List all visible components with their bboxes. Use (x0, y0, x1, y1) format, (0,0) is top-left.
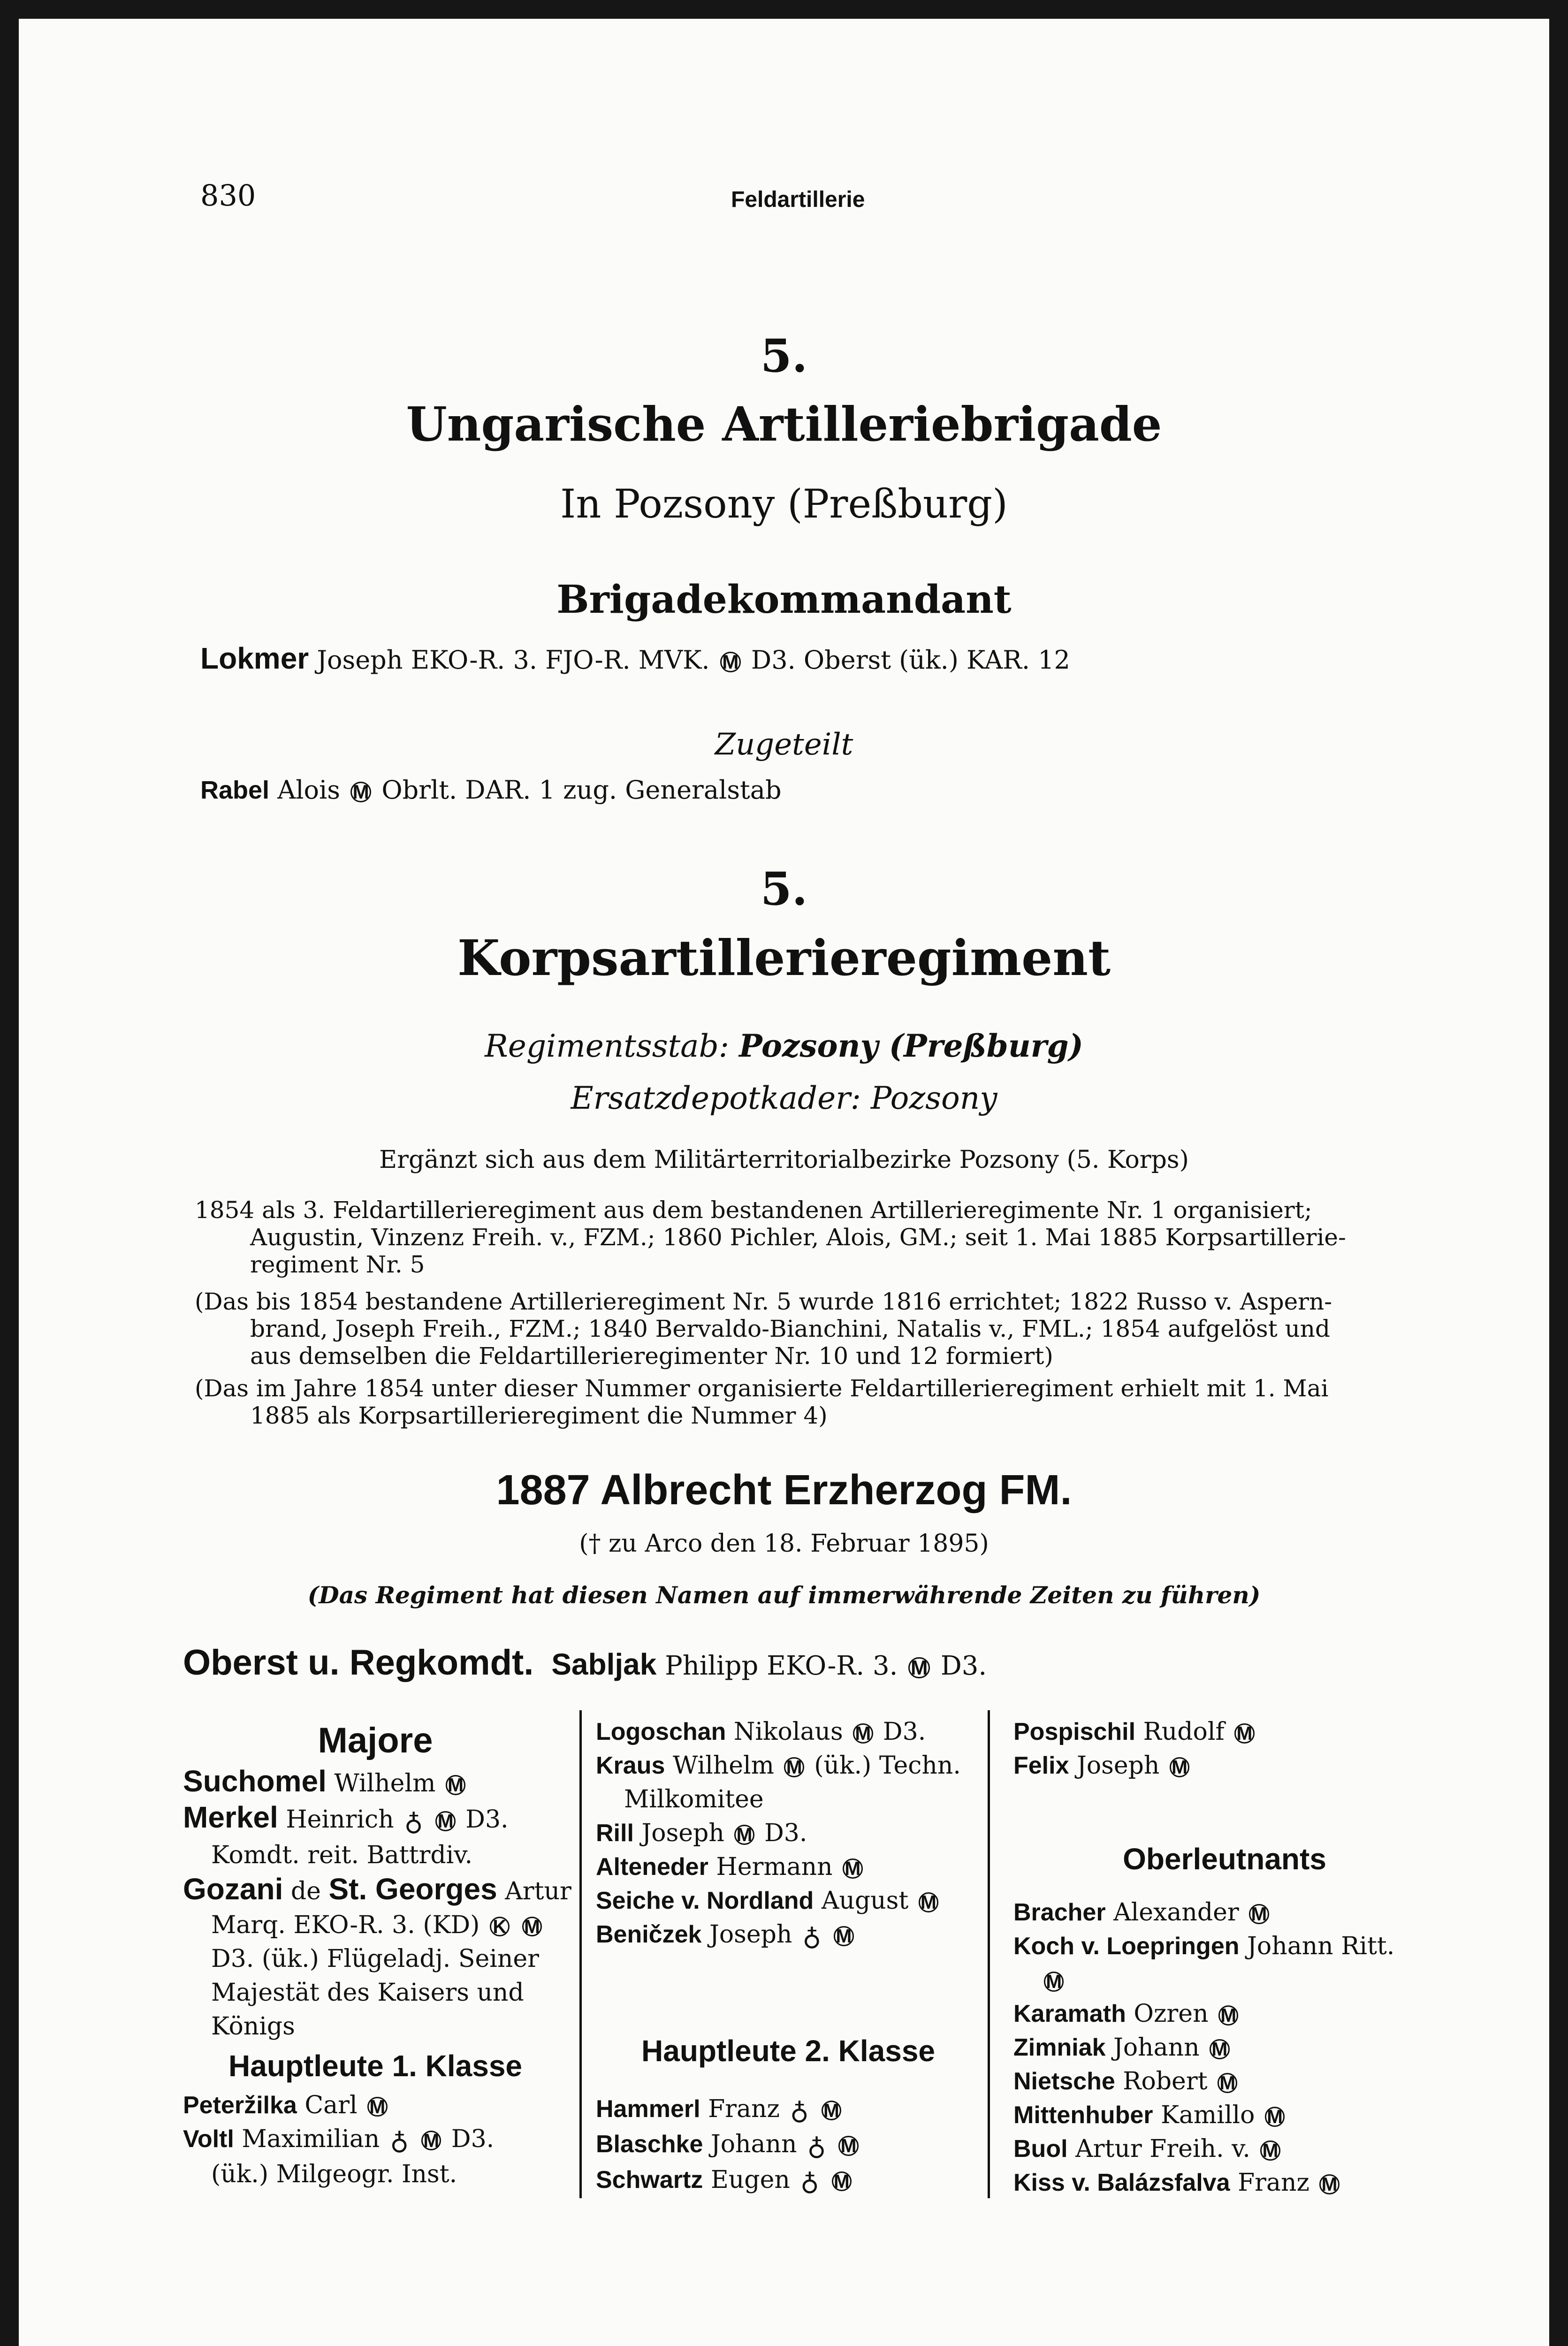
entry-surname: Koch v. Loepringen (1013, 1933, 1240, 1960)
entry-surname: Buol (1013, 2135, 1068, 2163)
entry-surname: Pospischil (1013, 1718, 1136, 1745)
decoration-icon: ♁ (807, 2131, 826, 2161)
entry-given-name: Joseph (709, 1920, 792, 1949)
history-line: regiment Nr. 5 (250, 1251, 425, 1278)
history-line: 1885 als Korpsartillerieregiment die Nummer 4) (250, 1402, 828, 1429)
column-left (183, 1717, 571, 2191)
assigned-details-b: Obrlt. DAR. 1 zug. Generalstab (381, 775, 782, 805)
medal-icon: M (421, 2131, 441, 2151)
history-line: Augustin, Vinzenz Freih. v., FZM.; 1860 Pichler, Alois, GM.; seit 1. Mai 1885 Korpsartillerie- (250, 1224, 1346, 1251)
commander-details-b: D3. Oberst (ük.) KAR. 12 (751, 645, 1070, 675)
medal-icon: M (1260, 2140, 1280, 2161)
entry-given-name: Rudolf (1143, 1718, 1225, 1746)
medal-icon: M (1044, 1972, 1064, 1992)
list-item (596, 1884, 981, 1918)
page-number: 830 (200, 178, 256, 213)
entry-continuation: D3. (ük.) Flügeladj. Seiner (211, 1944, 539, 1973)
entry-surname: Peteržilka (183, 2091, 297, 2119)
entry-given-name: Kamillo (1161, 2101, 1255, 2129)
medal-icon: M (1218, 2073, 1238, 2093)
entry-surname: Karamath (1013, 2000, 1126, 2027)
medal-icon: M (734, 1825, 754, 1845)
running-title: Feldartillerie (731, 187, 865, 212)
entry-surname: Felix (1013, 1752, 1069, 1779)
list-item (1013, 2031, 1436, 2064)
medal-icon: M (720, 652, 741, 672)
list-item (183, 1764, 568, 1800)
entry-continuation: (ük.) Milgeogr. Inst. (211, 2160, 457, 2188)
colonel-surname: Sabljak (551, 1647, 657, 1681)
entry-given-name: Johann (710, 2130, 797, 2158)
assigned-details-a: Alois (277, 775, 340, 805)
medal-icon: M (832, 2171, 852, 2192)
entry-surname: Schwartz (596, 2166, 703, 2194)
commander-heading: Brigadekommandant (556, 577, 1012, 622)
list-item (596, 2092, 981, 2128)
history-paragraph (195, 1288, 1332, 1370)
entry-surname: Nietsche (1013, 2068, 1115, 2095)
entry-surname: Kiss v. Balázsfalva (1013, 2169, 1230, 2196)
list-item (596, 1850, 981, 1884)
majors-heading: Majore (318, 1721, 433, 1760)
lt-heading: Oberleutnants (1123, 1842, 1326, 1876)
list-item (596, 1715, 981, 1749)
medal-icon: M (435, 1811, 456, 1831)
colonel-details-b: D3. (940, 1651, 987, 1681)
list-item (596, 2163, 981, 2199)
entry-surname: Mittenhuber (1013, 2102, 1153, 2129)
list-item (1013, 2098, 1436, 2132)
medal-icon: M (838, 2136, 859, 2156)
medal-icon: M (1249, 1904, 1269, 1924)
medal-icon: M (853, 1723, 873, 1744)
commander-entry (200, 641, 1070, 676)
decoration-icon: ♁ (800, 2166, 819, 2196)
entry-surname: Gozani (183, 1872, 283, 1906)
medal-icon: M (1319, 2174, 1340, 2194)
history-paragraph (195, 1375, 1329, 1429)
column-right (1013, 1715, 1436, 2200)
entry-surname: Seiche v. Nordland (596, 1887, 814, 1914)
page-sheet (19, 19, 1549, 2346)
entry-surname: Merkel (183, 1800, 278, 1834)
entry-surname: Beničzek (596, 1921, 702, 1948)
entry-given-name: Hermann (716, 1853, 833, 1881)
medal-icon: M (1265, 2107, 1285, 2127)
patron-death: († zu Arco den 18. Februar 1895) (579, 1530, 989, 1558)
entry-given-name: Johann Ritt. (1247, 1932, 1395, 1960)
colonel-details-a: Philipp EKO-R. 3. (665, 1651, 898, 1681)
entry-given-name: Ozren (1134, 2000, 1209, 2028)
entry-details: D3. (883, 1718, 926, 1746)
entry-given-name: Maximilian (242, 2125, 380, 2153)
patron-note: (Das Regiment hat diesen Namen auf immerwährende Zeiten zu führen) (307, 1581, 1261, 1609)
medal-icon: M (908, 1657, 929, 1678)
entry-given-name: Wilhelm (334, 1769, 436, 1798)
entry-surname-2: St. Georges (328, 1872, 497, 1906)
decoration-icon: ♁ (802, 1921, 822, 1951)
entry-continuation: Königs (211, 2012, 295, 2041)
entry-given-name: Franz (1238, 2169, 1309, 2197)
entry-given-name: Johann (1113, 2034, 1200, 2062)
entry-continuation: Milkomitee (624, 1785, 764, 1813)
medal-icon: M (367, 2097, 388, 2117)
history-line: 1854 als 3. Feldartillerieregiment aus dem bestandenen Artillerieregimente Nr. 1 organisiert; (195, 1196, 1312, 1224)
column-middle (596, 1715, 981, 2198)
entry-given-name: Artur Freih. v. (1075, 2135, 1250, 2163)
history-line: (Das im Jahre 1854 unter dieser Nummer organisierte Feldartillerieregiment erhielt mit 1. Mai (195, 1375, 1329, 1402)
entry-particle: de (290, 1877, 321, 1905)
k-icon: K (490, 1917, 510, 1937)
list-item (1013, 2166, 1436, 2200)
assigned-surname: Rabel (200, 776, 270, 804)
entry-given-name: August (821, 1887, 909, 1915)
entry-given-name: Wilhelm (672, 1752, 774, 1780)
column-divider (988, 1710, 990, 2198)
staff-label: Regimentsstab: (485, 1028, 729, 1064)
decoration-icon: ♁ (404, 1806, 423, 1836)
entry-given-name: Alexander (1113, 1898, 1239, 1927)
entry-surname: Zimniak (1013, 2034, 1106, 2061)
entry-given-name: Artur (505, 1877, 571, 1905)
spacer (1013, 1782, 1436, 1836)
list-item (1013, 2132, 1436, 2166)
list-item (1013, 1749, 1436, 1782)
spacer (596, 2073, 981, 2092)
spacer (1013, 1881, 1436, 1896)
entry-given-name: Franz (708, 2095, 780, 2123)
assigned-entry (200, 775, 782, 805)
regiment-number: 5. (760, 862, 808, 915)
entry-details: (ük.) Techn. (814, 1752, 961, 1780)
entry-details: D3. (451, 2125, 495, 2153)
history-line: aus demselben die Feldartillerieregimenter Nr. 10 und 12 formiert) (250, 1342, 1053, 1370)
commander-surname: Lokmer (200, 641, 309, 675)
entry-given-name: Joseph (1077, 1752, 1160, 1780)
medal-icon: M (1234, 1723, 1255, 1744)
patron-title: 1887 Albrecht Erzherzog FM. (496, 1467, 1072, 1514)
list-item (1013, 1715, 1436, 1749)
entry-surname: Alteneder (596, 1853, 708, 1881)
list-item (183, 2088, 568, 2122)
cap1-heading: Hauptleute 1. Klasse (228, 2049, 522, 2083)
entry-given-name: Nikolaus (733, 1718, 843, 1746)
list-item (596, 1918, 981, 1953)
entry-surname: Kraus (596, 1752, 665, 1779)
medal-icon: M (1210, 2039, 1230, 2059)
list-item (1013, 2064, 1436, 2098)
medal-icon: M (784, 1757, 804, 1777)
entry-given-name: Robert (1123, 2067, 1208, 2095)
entry-continuation (1013, 1963, 1436, 1997)
brigade-location: In Pozsony (Preßburg) (560, 481, 1008, 527)
list-item (183, 1800, 568, 1838)
entry-continuation (183, 1908, 568, 1942)
brigade-title: Ungarische Artilleriebrigade (406, 396, 1162, 452)
cap2-heading: Hauptleute 2. Klasse (641, 2034, 935, 2068)
medal-icon: M (843, 1859, 863, 1879)
regiment-recruit: Ergänzt sich aus dem Militärterritorialbezirke Pozsony (5. Korps) (379, 1146, 1189, 1174)
entry-continuation: Majestät des Kaisers und (211, 1978, 524, 2007)
list-item (596, 1749, 981, 1782)
history-line: (Das bis 1854 bestandene Artillerieregiment Nr. 5 wurde 1816 errichtet; 1822 Russo v. Aspern- (195, 1288, 1332, 1315)
list-item (183, 1872, 571, 1908)
list-item (183, 2122, 568, 2158)
list-item (1013, 1896, 1436, 1929)
entry-surname: Voltl (183, 2125, 234, 2153)
staff-location: Pozsony (Preßburg) (738, 1028, 1083, 1064)
entry-details: Marq. EKO-R. 3. (KD) (211, 1911, 480, 1939)
entry-given-name: Eugen (710, 2165, 790, 2194)
list-item (596, 1816, 981, 1850)
list-item (1013, 1929, 1436, 1963)
medal-icon: M (822, 2101, 842, 2121)
colonel-label: Oberst u. Regkomdt. (183, 1643, 534, 1683)
entry-given-name: Carl (304, 2091, 358, 2119)
decoration-icon: ♁ (790, 2095, 809, 2125)
entry-surname: Hammerl (596, 2095, 700, 2123)
medal-icon: M (522, 1917, 542, 1937)
commander-details-a: Joseph EKO-R. 3. FJO-R. MVK. (317, 645, 710, 675)
medal-icon: M (1170, 1757, 1190, 1777)
entry-continuation: Komdt. reit. Battrdiv. (211, 1841, 473, 1869)
history-paragraph (195, 1196, 1346, 1278)
history-line: brand, Joseph Freih., FZM.; 1840 Bervaldo-Bianchini, Natalis v., FML.; 1854 aufgelöst und (250, 1315, 1331, 1342)
entry-surname: Blaschke (596, 2131, 703, 2158)
decoration-icon: ♁ (390, 2125, 409, 2156)
spacer (596, 1953, 981, 2028)
medal-icon: M (834, 1926, 854, 1946)
brigade-number: 5. (760, 329, 808, 382)
assigned-heading: Zugeteilt (715, 727, 853, 762)
colonel-entry (183, 1642, 987, 1683)
medal-icon: M (446, 1775, 466, 1795)
list-item (596, 2127, 981, 2163)
medal-icon: M (350, 782, 371, 802)
entry-given-name: Heinrich (286, 1805, 394, 1834)
entry-details: D3. (465, 1805, 509, 1834)
regiment-staff (19, 1028, 1549, 1064)
entry-surname: Logoschan (596, 1718, 726, 1745)
entry-given-name: Joseph (641, 1819, 724, 1847)
regiment-depot: Ersatzdepotkader: Pozsony (571, 1080, 997, 1116)
entry-surname: Bracher (1013, 1899, 1106, 1926)
entry-details: D3. (764, 1819, 807, 1847)
entry-surname: Rill (596, 1820, 634, 1847)
medal-icon: M (919, 1892, 939, 1912)
list-item (1013, 1997, 1436, 2031)
medal-icon: M (1218, 2005, 1239, 2026)
regiment-title: Korpsartillerieregiment (457, 929, 1111, 987)
column-divider (579, 1710, 582, 2198)
entry-surname: Suchomel (183, 1764, 327, 1798)
